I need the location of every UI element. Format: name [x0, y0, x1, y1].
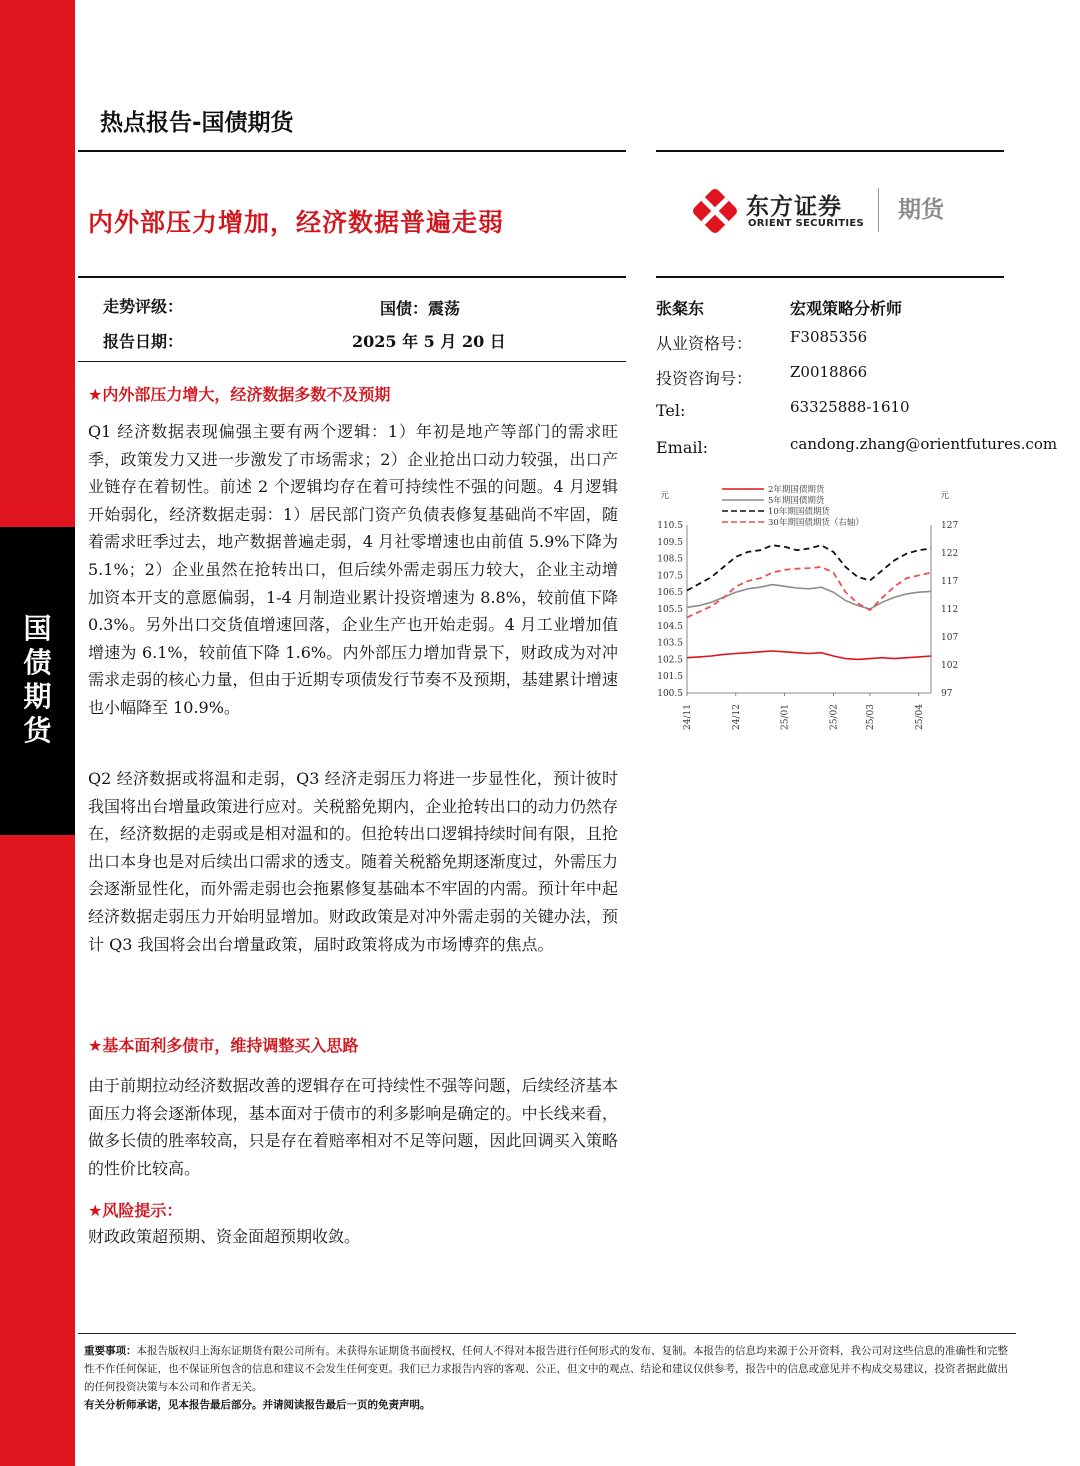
title-rule-left [78, 276, 626, 278]
x-tick-label: 25/01 [780, 704, 791, 730]
left-tick-label: 110.5 [657, 521, 683, 531]
logo-mark-icon [690, 186, 740, 236]
right-tick-label: 112 [941, 605, 959, 615]
section-heading-pressure: ★内外部压力增大，经济数据多数不及预期 [88, 385, 391, 404]
report-title: 内外部压力增加，经济数据普遍走弱 [88, 208, 505, 237]
title-rule-right [656, 276, 1004, 278]
section-heading-fundamentals: ★基本面利多债市，维持调整买入思路 [88, 1036, 359, 1055]
x-tick-label: 25/03 [866, 704, 876, 730]
section-heading-risk: ★风险提示： [88, 1201, 183, 1220]
author-name: 张粲东 [656, 299, 705, 318]
left-tick-label: 102.5 [657, 655, 683, 666]
footer-final-line: 有关分析师承诺，见本报告最后部分。并请阅读报告最后一页的免责声明。 [84, 1399, 431, 1411]
paragraph-fundamentals: 由于前期拉动经济数据改善的逻辑存在可持续性不强等问题，后续经济基本面压力将会逐渐体现，基本面对于债市的利多影响是确定的。中长线来看，做多长债的胜率较高，只是存在着赔率相对不足等问题，因此回调买入策略的性价比较高。 [88, 1076, 618, 1178]
left-tick-label: 108.5 [657, 554, 683, 565]
date-value: 2025 年 5 月 20 日 [352, 332, 506, 351]
email-value: candong.zhang@orientfutures.com [790, 435, 1058, 453]
paragraph-q1: Q1 经济数据表现偏强主要有两个逻辑：1）年初是地产等部门的需求旺季，政策发力又进一步激发了市场需求；2）企业抢出口动力较强，出口产业链存在着韧性。前述 2 个逻辑均存在着可持续性不强的问题。4 月逻辑开始弱化，经济数据走弱：1）居民部门资产负债表修复基础尚不牢固，随着需求旺季过去，地产数据普遍走弱，4 月社零增速也由前值 5.9%下降为 5.1%；2）企业虽然在抢转出口，但后续外需走弱压力较大，企业主动增加资本开支的意愿偏弱，1-4 月制造业累计投资增速为 8.8%，较前值下降 0.3%。另外出口交货值增速回落，企业生产也开始走弱。4 月工业增加值增速为 6.1%，较前值下降 1.6%。内外部压力增加背景下，财政成为对冲需求走弱的核心力量，但由于近期专项债发行节奏不及预期，基建累计增速也小幅降至 10.9%。 [88, 422, 618, 717]
right-tick-label: 102 [941, 661, 959, 671]
x-tick-label: 24/12 [731, 704, 742, 730]
right-tick-label: 117 [941, 577, 959, 587]
footer-notice-label: 重要事项： [84, 1345, 137, 1357]
right-tick-label: 97 [941, 689, 953, 699]
email-label: Email: [656, 438, 709, 457]
tel-value: 63325888-1610 [790, 398, 910, 416]
header-rule-right [656, 150, 1004, 152]
license-value: F3085356 [790, 328, 868, 346]
left-tick-label: 109.5 [657, 537, 683, 548]
left-tick-label: 104.5 [657, 621, 683, 632]
x-tick-label: 25/04 [914, 704, 925, 730]
paragraph-risk: 财政政策超预期、资金面超预期收敛。 [88, 1227, 361, 1246]
x-tick-label: 24/11 [683, 704, 693, 730]
tel-label: Tel: [656, 401, 686, 420]
author-title: 宏观策略分析师 [790, 299, 903, 318]
rating-value: 国债：震荡 [380, 299, 461, 318]
left-tick-label: 105.5 [657, 605, 683, 615]
rating-label: 走势评级： [103, 297, 184, 316]
advisory-label: 投资咨询号： [656, 369, 753, 388]
logo-suffix: 期货 [898, 197, 944, 223]
left-tick-label: 103.5 [657, 638, 683, 649]
right-tick-label: 122 [941, 549, 959, 559]
x-tick-label: 25/02 [829, 704, 840, 730]
legend-label-3: 30年期国债期货（右轴） [768, 518, 864, 528]
series-line-3 [687, 567, 931, 617]
left-axis-unit: 元 [660, 491, 670, 501]
series-line-0 [687, 651, 931, 659]
left-tick-label: 106.5 [657, 588, 683, 599]
date-label: 报告日期： [103, 332, 184, 351]
legend-label-2: 10年期国债期货 [768, 507, 830, 517]
advisory-value: Z0018866 [790, 363, 868, 381]
right-tick-label: 107 [941, 633, 959, 643]
logo-name-en: ORIENT SECURITIES [748, 218, 865, 229]
footer-rule [78, 1333, 1016, 1334]
legend-label-0: 2年期国债期货 [768, 485, 825, 495]
right-tick-label: 127 [941, 521, 959, 531]
logo-divider [878, 188, 879, 232]
info-rule [78, 361, 626, 362]
category-tab-label: 国 债 期 货 [23, 612, 52, 747]
bond-futures-chart [640, 478, 970, 743]
footer-disclaimer [84, 1342, 1014, 1414]
legend-label-1: 5年期国债期货 [768, 496, 825, 506]
left-tick-label: 107.5 [657, 571, 683, 582]
license-label: 从业资格号： [656, 334, 753, 353]
left-tick-label: 101.5 [657, 672, 683, 683]
header-rule-left [78, 150, 626, 152]
footer-notice-text: 本报告版权归上海东证期货有限公司所有。未获得东证期货书面授权，任何人不得对本报告进行任何形式的发布、复制。本报告的信息均来源于公开资料，我公司对这些信息的准确性和完整性不作任何保证，也不保证所包含的信息和建议不会发生任何变更。我们已力求报告内容的客观、公正，但文中的观点、结论和建议仅供参考，报告中的信息或意见并不构成交易建议，投资者据此做出的任何投资决策与本公司和作者无关。 [84, 1345, 1008, 1393]
company-logo [690, 186, 960, 236]
left-tick-label: 100.5 [657, 689, 683, 699]
logo-name-cn: 东方证券 [746, 194, 842, 220]
report-type: 热点报告-国债期货 [100, 110, 294, 136]
paragraph-q2: Q2 经济数据或将温和走弱，Q3 经济走弱压力将进一步显性化，预计彼时我国将出台增量政策进行应对。关税豁免期内，企业抢转出口的动力仍然存在，经济数据的走弱或是相对温和的。但抢转出口逻辑持续时间有限，且抢出口本身也是对后续出口需求的透支。随着关税豁免期逐渐度过，外需压力会逐渐显性化，而外需走弱也会拖累修复基础本不牢固的内需。预计年中起经济数据走弱压力开始明显增加。财政政策是对冲外需走弱的关键办法，预计 Q3 我国将会出台增量政策，届时政策将成为市场博弈的焦点。 [88, 769, 618, 954]
right-axis-unit: 元 [940, 491, 950, 501]
